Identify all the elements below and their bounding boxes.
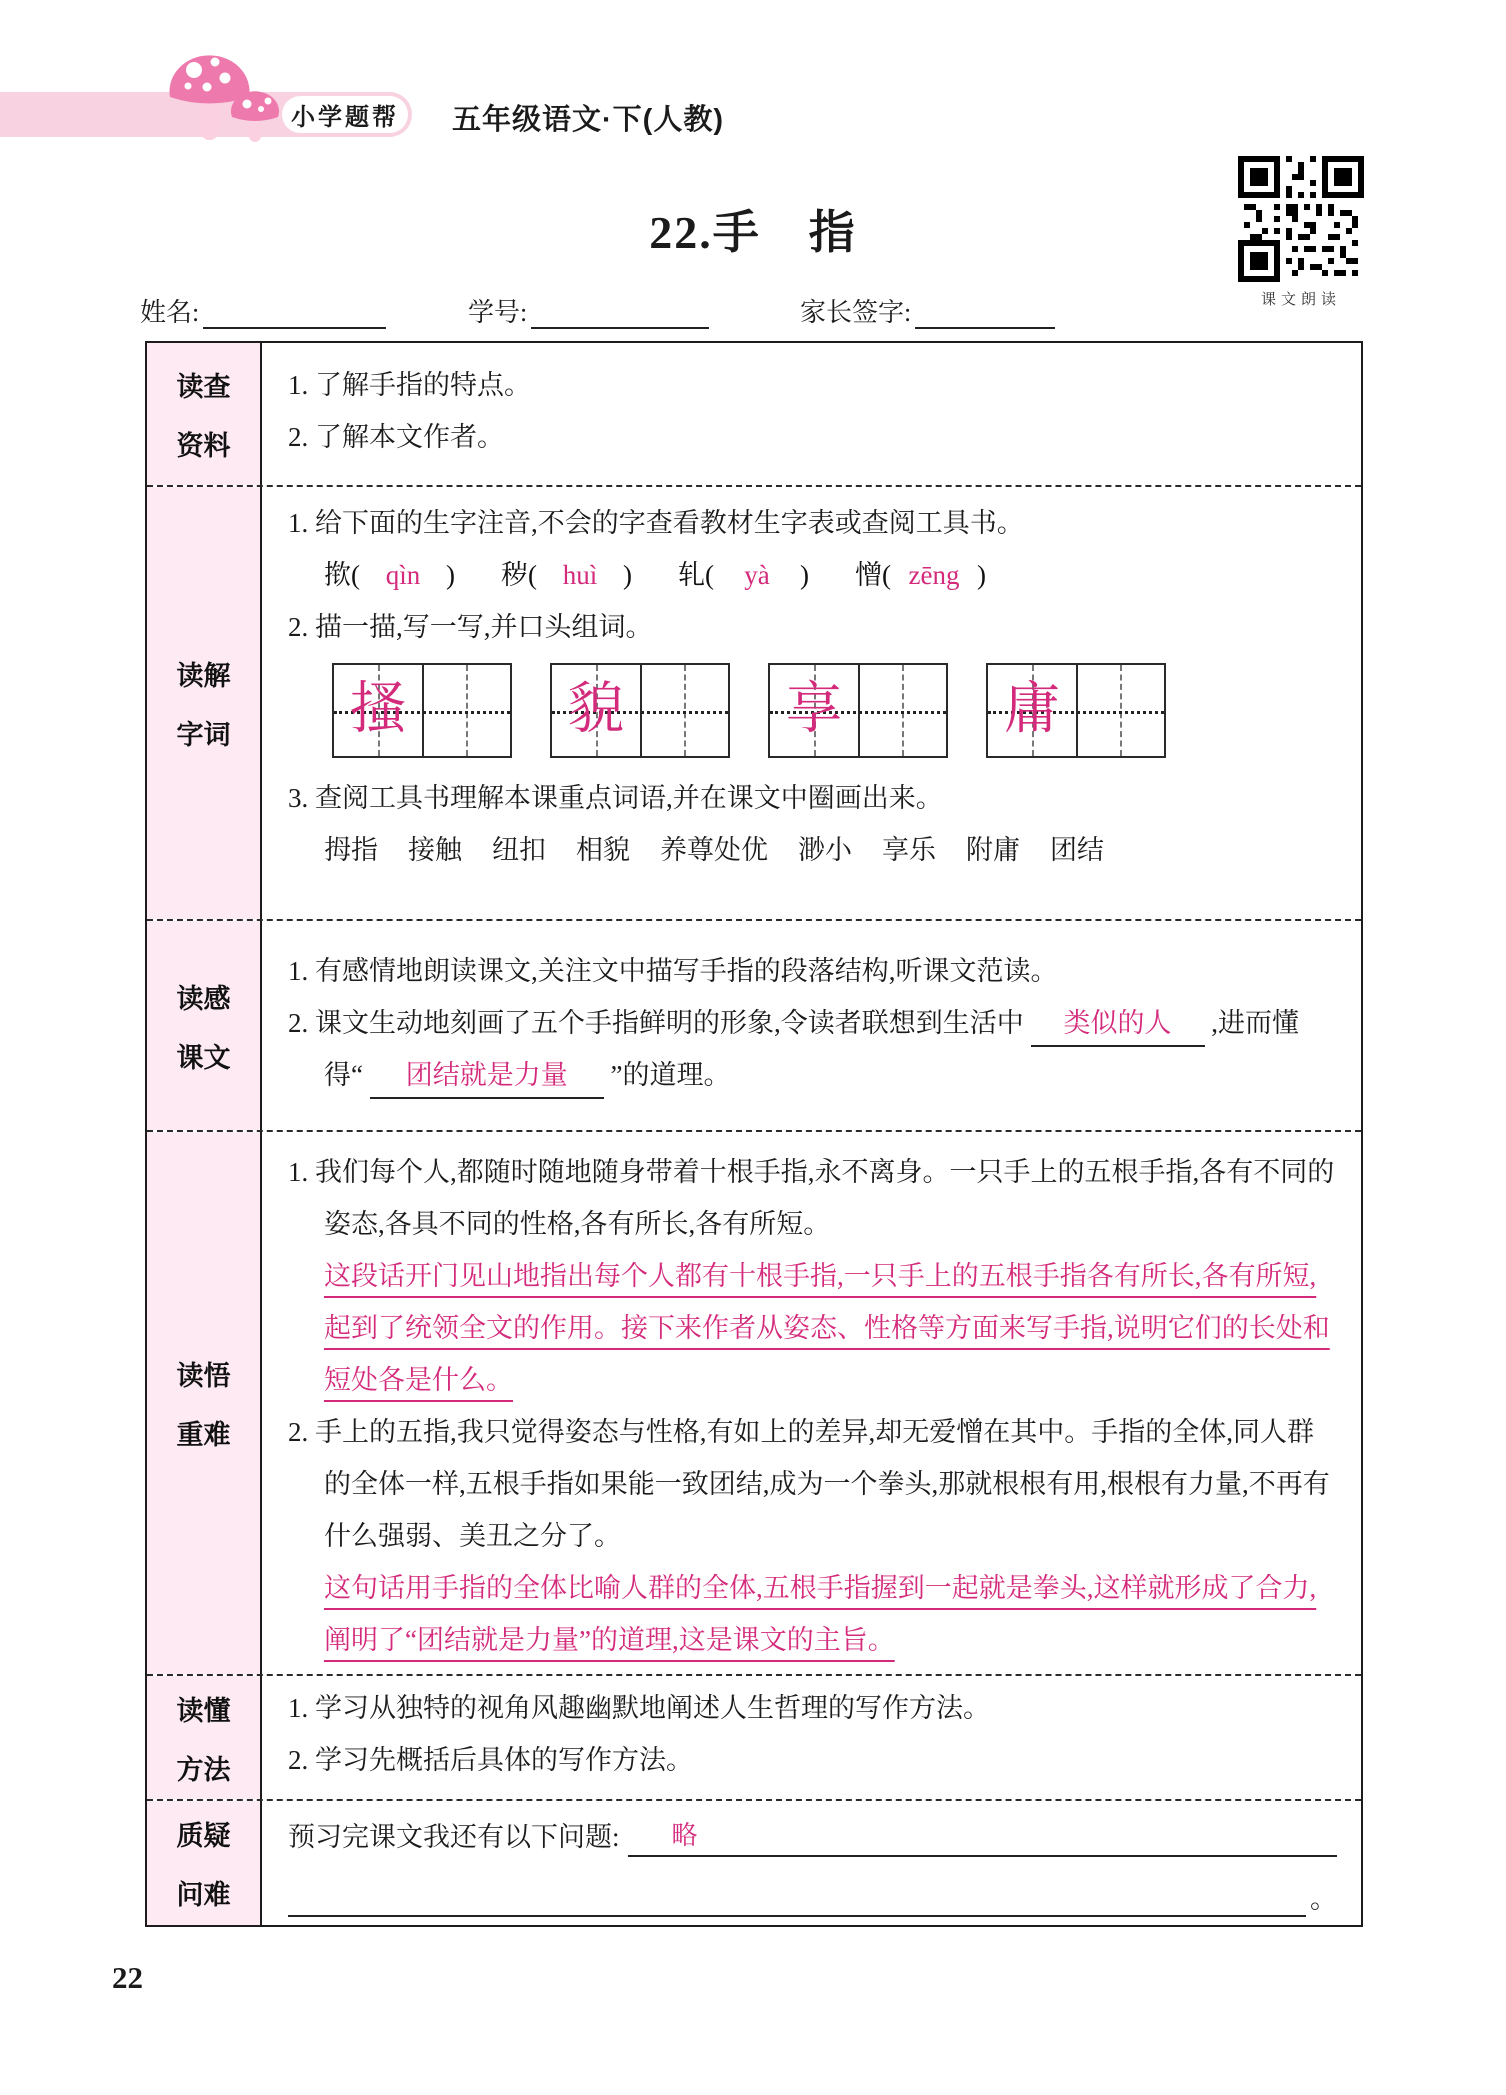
- row-label-cell: [147, 921, 262, 1130]
- row-content-cell: [262, 1132, 1361, 1674]
- answer-line[interactable]: [628, 1815, 1337, 1857]
- table-row-duwu: [147, 1130, 1361, 1674]
- pinyin-item[interactable]: [678, 549, 809, 601]
- trace-grid-box[interactable]: [986, 663, 1166, 758]
- row-label-line: 读懂: [176, 1695, 231, 1726]
- row-label-cell: [147, 1801, 262, 1925]
- table-row-ducha: [147, 343, 1361, 485]
- row-content-cell: [262, 1801, 1361, 1925]
- task-item-text: 2. 课文生动地刻画了五个手指鲜明的形象,令读者联想到生活中: [288, 1008, 1024, 1038]
- word-list: [324, 824, 1337, 876]
- task-item: 1. 学习从独特的视角风趣幽默地阐述人生哲理的写作方法。: [288, 1693, 990, 1723]
- pinyin-answer: huì: [562, 560, 598, 590]
- row-label-line: 读感: [176, 983, 231, 1014]
- row-label-line: 读查: [176, 372, 231, 402]
- paren-close: ): [977, 560, 986, 590]
- row-label-cell: [147, 343, 262, 485]
- pinyin-char: 轧(: [678, 560, 714, 590]
- analysis-note: 这段话开门见山地指出每个人都有十根手指,一只手上的五根手指各有所长,各有所短,起到了统领全文的作用。接下来作者从姿态、性格等方面来写手指,说明它们的长处和短处各是什么。: [324, 1261, 1330, 1395]
- trace-char: 庸: [1004, 677, 1060, 740]
- word-item: 接触: [408, 835, 462, 865]
- trace-grid-box[interactable]: [550, 663, 730, 758]
- word-item: 附庸: [966, 835, 1020, 865]
- question-line: [288, 1881, 1337, 1917]
- row-label-line: 课文: [176, 1042, 231, 1073]
- task-item: 1. 我们每个人,都随时随地随身带着十根手指,永不离身。一只手上的五根手指,各有不同的姿态,各具不同的性格,各有所长,各有所短。: [288, 1157, 1335, 1239]
- task-item: [288, 997, 1337, 1101]
- trace-char: 享: [786, 677, 842, 740]
- pinyin-char: 憎(: [855, 560, 891, 590]
- paren-close: ): [800, 560, 809, 590]
- pinyin-answer: yà: [744, 560, 770, 590]
- fill-blank-answer[interactable]: 类似的人: [1031, 1001, 1205, 1047]
- qr-code: [1238, 156, 1364, 282]
- student-info-name: [140, 292, 386, 329]
- trace-grid-box[interactable]: [768, 663, 948, 758]
- mushrooms-icon: [146, 42, 296, 144]
- row-label-line: 问难: [176, 1880, 231, 1910]
- trace-char: 搔: [350, 677, 406, 740]
- pinyin-char: 秽(: [501, 560, 537, 590]
- brand-badge: [282, 96, 408, 133]
- row-label-line: 读悟: [176, 1361, 231, 1391]
- task-item: 2. 描一描,写一写,并口头组词。: [288, 612, 653, 642]
- student-id-blank[interactable]: [531, 297, 709, 329]
- table-row-dugan: [147, 919, 1361, 1130]
- table-row-dudong: [147, 1674, 1361, 1799]
- answer-text: 略: [671, 1821, 698, 1850]
- row-label-line: 方法: [176, 1754, 231, 1785]
- task-item-text: ,进而懂得“: [324, 1008, 1299, 1090]
- word-item: 相貌: [576, 835, 630, 865]
- pinyin-item[interactable]: [501, 549, 632, 601]
- row-label-cell: [147, 487, 262, 919]
- paren-close: ): [446, 560, 455, 590]
- row-label-line: 字词: [176, 720, 231, 750]
- table-row-zhiyi: [147, 1799, 1361, 1925]
- lesson-title: 22.手 指: [649, 207, 857, 258]
- brand-badge-label: 小学题帮: [291, 104, 399, 131]
- row-label-line: 读解: [176, 661, 231, 691]
- pinyin-item[interactable]: [324, 549, 455, 601]
- parent-sign-label: 家长签字:: [800, 298, 912, 327]
- question-prompt: 预习完课文我还有以下问题:: [288, 1822, 620, 1852]
- row-label-line: 质疑: [176, 1821, 231, 1851]
- row-content-cell: [262, 921, 1361, 1130]
- pinyin-answer: qìn: [385, 560, 421, 590]
- word-item: 拇指: [324, 835, 378, 865]
- row-label-line: 重难: [176, 1420, 231, 1450]
- task-item: 3. 查阅工具书理解本课重点词语,并在课文中圈画出来。: [288, 783, 943, 813]
- pinyin-char: 揿(: [324, 560, 360, 590]
- row-label-line: 资料: [176, 431, 231, 461]
- paren-close: ): [623, 560, 632, 590]
- qr-caption: 课文朗读: [1260, 292, 1341, 308]
- student-info-sign: [800, 292, 1055, 329]
- pinyin-exercise: [324, 549, 1337, 601]
- row-label-cell: [147, 1676, 262, 1799]
- trace-char: 貌: [568, 677, 624, 740]
- task-item: 1. 给下面的生字注音,不会的字查看教材生字表或查阅工具书。: [288, 508, 1024, 538]
- answer-line[interactable]: [288, 1881, 1306, 1917]
- fill-blank-answer[interactable]: 团结就是力量: [370, 1053, 604, 1099]
- word-item: 渺小: [798, 835, 852, 865]
- period-mark: 。: [1310, 1884, 1337, 1914]
- word-item: 团结: [1050, 835, 1104, 865]
- task-item: 2. 了解本文作者。: [288, 422, 504, 452]
- word-item: 养尊处优: [660, 835, 768, 865]
- row-content-cell: [262, 487, 1361, 919]
- row-content-cell: [262, 343, 1361, 485]
- row-label-cell: [147, 1132, 262, 1674]
- task-item: 1. 了解手指的特点。: [288, 370, 531, 400]
- trace-grid-row: [332, 663, 1337, 758]
- question-line: [288, 1815, 1337, 1857]
- page-number: 22: [112, 1960, 143, 1995]
- student-info-id: [468, 292, 709, 329]
- analysis-note: 这句话用手指的全体比喻人群的全体,五根手指握到一起就是拳头,这样就形成了合力,阐明了“团结就是力量”的道理,这是课文的主旨。: [324, 1573, 1317, 1655]
- pinyin-item[interactable]: [855, 549, 986, 601]
- task-item: 2. 学习先概括后具体的写作方法。: [288, 1745, 693, 1775]
- task-item: 1. 有感情地朗读课文,关注文中描写手指的段落结构,听课文范读。: [288, 956, 1058, 986]
- pinyin-answer: zēng: [908, 560, 960, 590]
- row-content-cell: [262, 1676, 1361, 1799]
- trace-grid-box[interactable]: [332, 663, 512, 758]
- name-label: 姓名:: [140, 298, 200, 327]
- word-item: 纽扣: [492, 835, 546, 865]
- task-item-text: ”的道理。: [610, 1060, 731, 1090]
- student-id-label: 学号:: [468, 298, 528, 327]
- table-row-dujie: [147, 485, 1361, 919]
- task-item: 2. 手上的五指,我只觉得姿态与性格,有如上的差异,却无爱憎在其中。手指的全体,同人群的全体一样,五根手指如果能一致团结,成为一个拳头,那就根根有用,根根有力量,不再有什么强弱、美丑之分了。: [288, 1417, 1330, 1551]
- name-blank[interactable]: [203, 297, 386, 329]
- prep-table: [145, 341, 1363, 1927]
- word-item: 享乐: [882, 835, 936, 865]
- edition-label: 五年级语文·下(人教): [452, 104, 724, 136]
- parent-sign-blank[interactable]: [915, 297, 1055, 329]
